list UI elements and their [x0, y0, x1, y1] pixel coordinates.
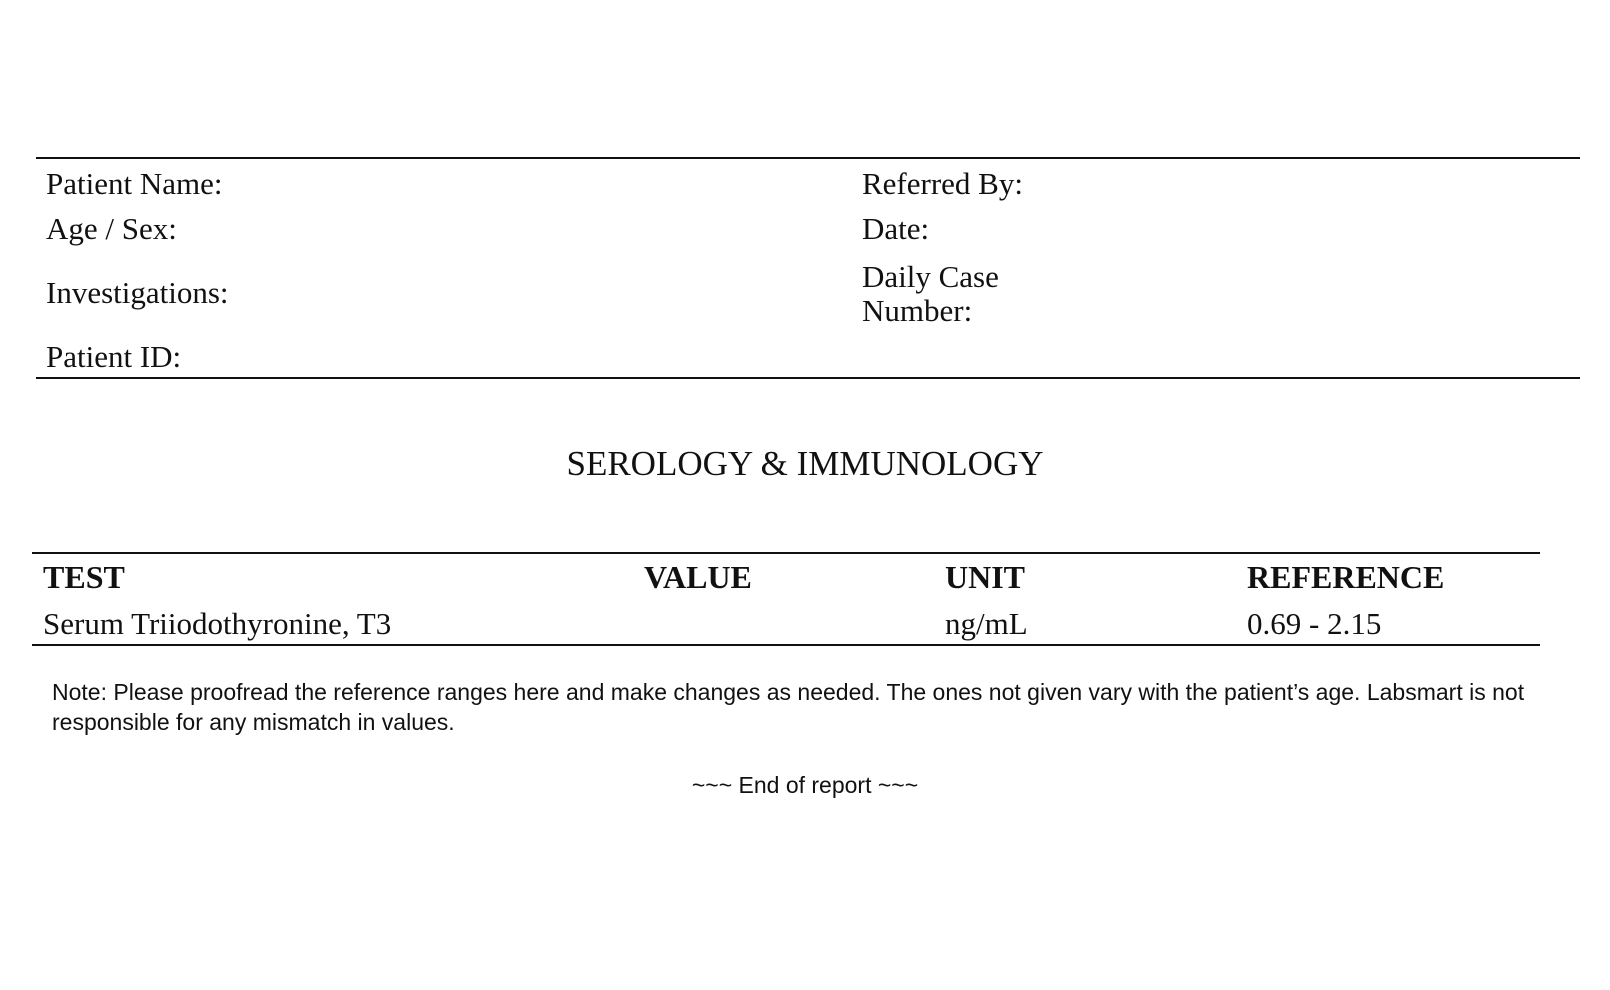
- age-sex-label: Age / Sex:: [46, 211, 177, 246]
- column-header-test: TEST: [43, 559, 125, 595]
- table-bottom-rule: [32, 644, 1540, 646]
- column-header-value: VALUE: [644, 559, 752, 595]
- column-header-reference: REFERENCE: [1247, 559, 1445, 595]
- header-top-rule: [36, 157, 1580, 159]
- table-top-rule: [32, 552, 1540, 554]
- date-label: Date:: [862, 211, 930, 246]
- column-header-unit: UNIT: [945, 559, 1026, 595]
- investigations-label: Investigations:: [46, 275, 229, 310]
- end-of-report: ~~~ End of report ~~~: [691, 772, 919, 798]
- referred-by-label: Referred By:: [862, 166, 1023, 201]
- daily-case-number-label: Daily Case Number:: [862, 259, 999, 328]
- patient-name-label: Patient Name:: [46, 166, 223, 201]
- table-row-reference: 0.69 - 2.15: [1247, 606, 1382, 641]
- disclaimer-note: Note: Please proofread the reference ranges here and make changes as needed. The ones not given vary with the patient’s age. Labsmart is not responsible for any mismatch in values.: [52, 679, 1525, 735]
- table-row-unit: ng/mL: [945, 606, 1028, 641]
- section-title: SEROLOGY & IMMUNOLOGY: [566, 444, 1044, 483]
- patient-id-label: Patient ID:: [46, 339, 182, 374]
- header-bottom-rule: [36, 377, 1580, 379]
- table-row-test: Serum Triiodothyronine, T3: [43, 606, 392, 641]
